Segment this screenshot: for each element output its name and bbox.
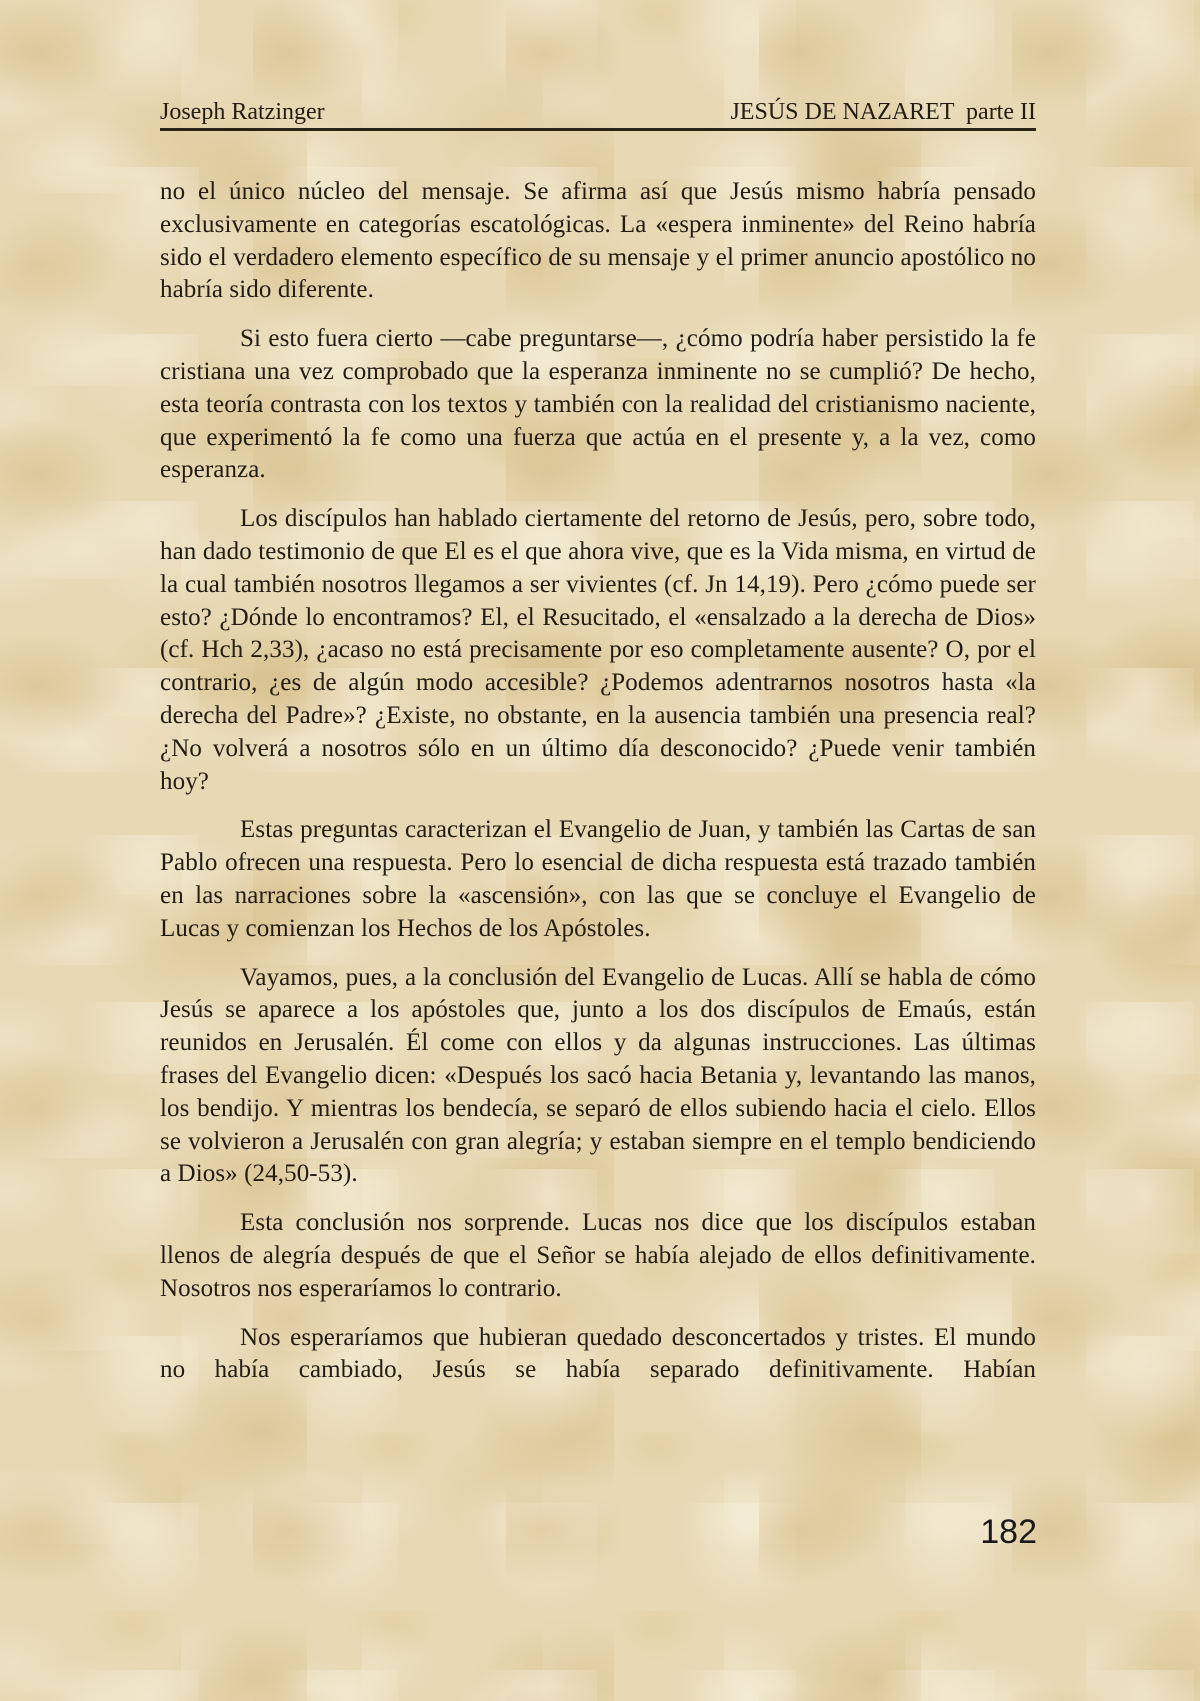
paragraph: Los discípulos han hablado ciertamente del retorno de Jesús, pero, sobre todo, han dado testimonio de que El es el que ahora vive, que es la Vida misma, en virtud de la cual también nosotros llegamos a ser vivientes (cf. Jn 14,19). Pero ¿cómo puede ser esto? ¿Dónde lo encontramos? El, el Resucitado, el «ensalzado a la derecha de Dios» (cf. Hch 2,33), ¿acaso no está precisamente por eso completamente ausente? O, por el contrario, ¿es de algún modo accesible? ¿Podemos adentrarnos nosotros hasta «la derecha del Padre»? ¿Existe, no obstante, en la ausencia también una presencia real? ¿No volverá a nosotros sólo en un último día desconocido? ¿Puede venir también hoy? [160, 505, 1036, 795]
paragraph: Estas preguntas caracterizan el Evangelio de Juan, y también las Cartas de san Pablo ofrecen una respuesta. Pero lo esencial de dicha respuesta está trazado también en las narraciones sobre la «ascensión», con las que se concluye el Evangelio de Lucas y comienzan los Hechos de los Apóstoles. [160, 816, 1036, 942]
header-title: JESÚS DE NAZARET parte II [730, 99, 1036, 125]
paragraph: no el único núcleo del mensaje. Se afirma así que Jesús mismo habría pensado exclusivamente en categorías escatológicas. La «espera inminente» del Reino habría sido el verdadero elemento específico de su mensaje y el primer anuncio apostólico no habría sido diferente. [160, 178, 1036, 304]
paragraph: Nos esperaríamos que hubieran quedado desconcertados y tristes. El mundo no había cambiado, Jesús se había separado definitivamente. Habían [160, 1323, 1036, 1384]
header-author: Joseph Ratzinger [160, 99, 325, 125]
running-header [160, 99, 1036, 131]
paragraph: Vayamos, pues, a la conclusión del Evangelio de Lucas. Allí se habla de cómo Jesús se aparece a los apóstoles que, junto a los dos discípulos de Emaús, están reunidos en Jerusalén. Él come con ellos y da algunas instrucciones. Las últimas frases del Evangelio dicen: «Después los sacó hacia Betania y, levantando las manos, los bendijo. Y mientras los bendecía, se separó de ellos subiendo hacia el cielo. Ellos se volvieron a Jerusalén con gran alegría; y estaban siempre en el templo bendiciendo a Dios» (24,50-53). [160, 963, 1036, 1188]
paragraph: Si esto fuera cierto —cabe preguntarse—, ¿cómo podría haber persistido la fe cristiana una vez comprobado que la esperanza inminente no se cumplió? De hecho, esta teoría contrasta con los textos y también con la realidad del cristianismo naciente, que experimentó la fe como una fuerza que actúa en el presente y, a la vez, como esperanza. [160, 325, 1036, 484]
page-body [160, 176, 1036, 1387]
page-number: 182 [980, 1513, 1037, 1551]
paragraph: Esta conclusión nos sorprende. Lucas nos dice que los discípulos estaban llenos de alegría después de que el Señor se había alejado de ellos definitivamente. Nosotros nos esperaríamos lo contrario. [160, 1209, 1036, 1302]
